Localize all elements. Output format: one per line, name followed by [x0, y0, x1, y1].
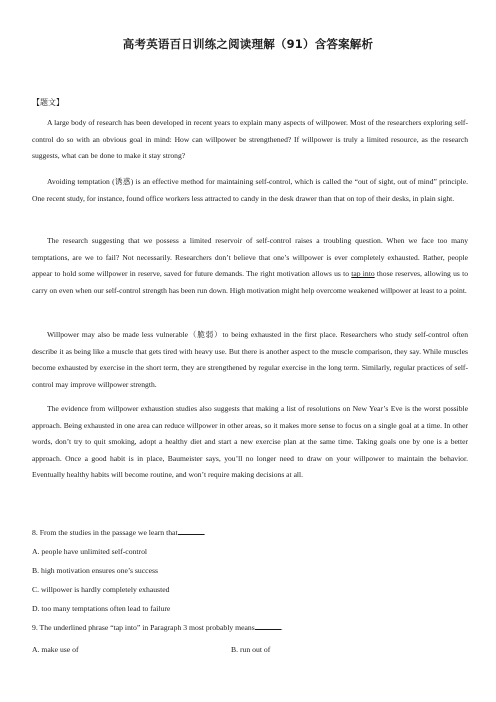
question-9-stem	[32, 622, 283, 634]
question-8-option-d: D. too many temptations often lead to failure	[32, 604, 171, 613]
question-9-end: .	[280, 623, 283, 632]
paragraph-1: A large body of research has been developed in recent years to explain many aspects of willpower. Most of the researchers exploring self-control do so with an obvious goal in mind: How can willpower be strengthened? If willpower is truly a limited resource, as the research suggests, what can be done to make it stay strong?	[32, 118, 468, 161]
underlined-phrase: tap into	[351, 269, 375, 279]
paragraph-3-text-before: The research suggesting that we possess a limited reservoir of self-control raises a troubling question. When we face too many temptations, are we to fail? Not necessarily. Researchers don’t believe that one’s willpower is ever completely exhausted. Rather, people appear to hold some willpower in reserve, saved for future demands. The right motivation allows us to	[32, 236, 468, 279]
question-8-option-c: C. willpower is hardly completely exhausted	[32, 585, 170, 594]
answer-blank	[255, 622, 281, 630]
question-8-text: 8. From the studies in the passage we learn that	[32, 528, 178, 537]
question-8-end: .	[203, 528, 206, 537]
question-8-option-a: A. people have unlimited self-control	[32, 547, 148, 556]
paragraph-3-text-after: those reserves, allowing us to carry on even when our self-control strength has been run down. High motivation might help overcome weakened willpower at least to a point.	[32, 269, 468, 295]
question-8-stem	[32, 527, 206, 539]
question-9-option-a: A. make use of	[32, 645, 79, 654]
question-9-text: 9. The underlined phrase “tap into” in Paragraph 3 most probably means	[32, 623, 255, 632]
paragraph-3	[32, 233, 468, 299]
paragraph-4: Willpower may also be made less vulnerable（脆弱）to being exhausted in the first place. Researchers who study self-control often describe it as being like a muscle that gets tired with heavy use. But there is another aspect to the muscle comparison, they say. While muscles become exhausted by exercise in the short term, they are strengthened by regular exercise in the long term. Similarly, regular practices of self-control may improve willpower strength.	[32, 330, 468, 389]
question-8-option-b: B. high motivation ensures one’s success	[32, 566, 158, 575]
page-title: 高考英语百日训练之阅读理解（91）含答案解析	[122, 37, 374, 51]
paragraph-2: Avoiding temptation (诱惑) is an effective method for maintaining self-control, which is called the “out of sight, out of mind” principle. One recent study, for instance, found office workers less attracted to candy in the desk drawer than that on top of their desks, in plain sight.	[32, 177, 468, 203]
paragraph-5: The evidence from willpower exhaustion studies also suggests that making a list of resolutions on New Year’s Eve is the worst possible approach. Being exhausted in one area can reduce willpower in other areas, so it makes more sense to focus on a single goal at a time. In other words, don’t try to quit smoking, adopt a healthy diet and start a new exercise plan at the same time. Taking goals one by one is a better approach. Once a good habit is in place, Baumeister says, you’ll no longer need to draw on your willpower to maintain the behavior. Eventually healthy habits will become routine, and won’t require making decisions at all.	[32, 404, 468, 480]
section-label: 【题文】	[32, 98, 64, 107]
answer-blank	[178, 527, 204, 535]
question-9-option-b: B. run out of	[231, 645, 271, 654]
